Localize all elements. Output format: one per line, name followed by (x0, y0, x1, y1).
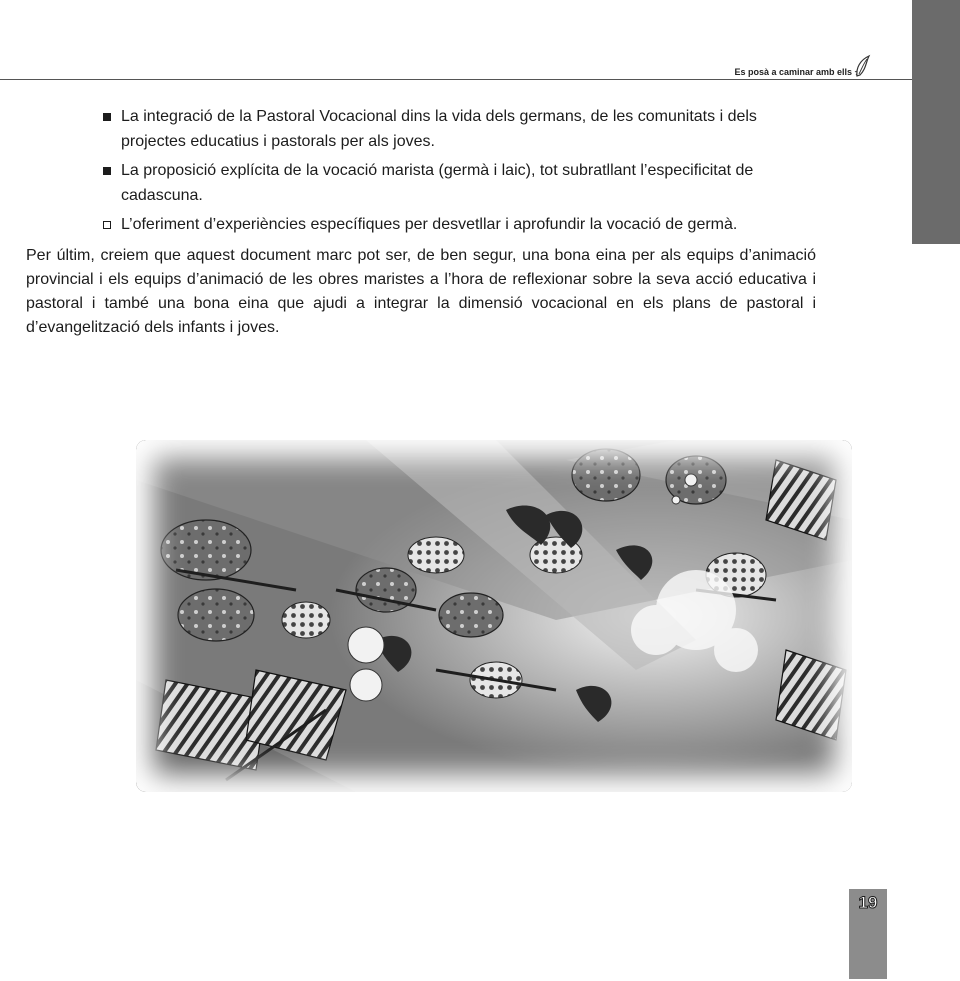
bullet-square-icon (103, 113, 111, 121)
mosaic-illustration (136, 440, 852, 792)
bullet-item (103, 212, 823, 237)
bullet-text: La integració de la Pastoral Vocacional dins la vida dels germans, de les comunitats i dels projectes educatius i pastorals per als joves. (121, 108, 757, 150)
leaf-logo-icon (854, 54, 872, 78)
body-paragraph: Per últim, creiem que aquest document marc pot ser, de ben segur, una bona eina per als equips d’animació provincial i els equips d’animació de les obres maristes a l’hora de reflexionar sobre la seva acció educativa i pastoral i també una bona eina que ajudi a integrar la dimensió vocacional en els plans de pastoral i d’evangelització dels infants i joves. (26, 247, 816, 336)
bullet-item (103, 104, 823, 154)
butterfly-mosaic-photo (136, 440, 852, 792)
bullet-text: La proposició explícita de la vocació marista (germà i laic), tot subratllant l’especificitat de cadascuna. (121, 162, 754, 204)
page-number: 19 (858, 893, 878, 912)
bullet-square-icon (103, 167, 111, 175)
page-number-tab (849, 889, 887, 979)
running-title: Es posà a caminar amb ells (734, 67, 852, 77)
bullet-item (103, 158, 823, 208)
bullet-list (103, 104, 823, 241)
side-tab-marker (912, 0, 960, 244)
bullet-square-outline-icon (103, 221, 111, 229)
bullet-text: L’oferiment d’experiències específiques per desvetllar i aprofundir la vocació de germà. (121, 216, 738, 233)
header-rule (0, 79, 912, 80)
